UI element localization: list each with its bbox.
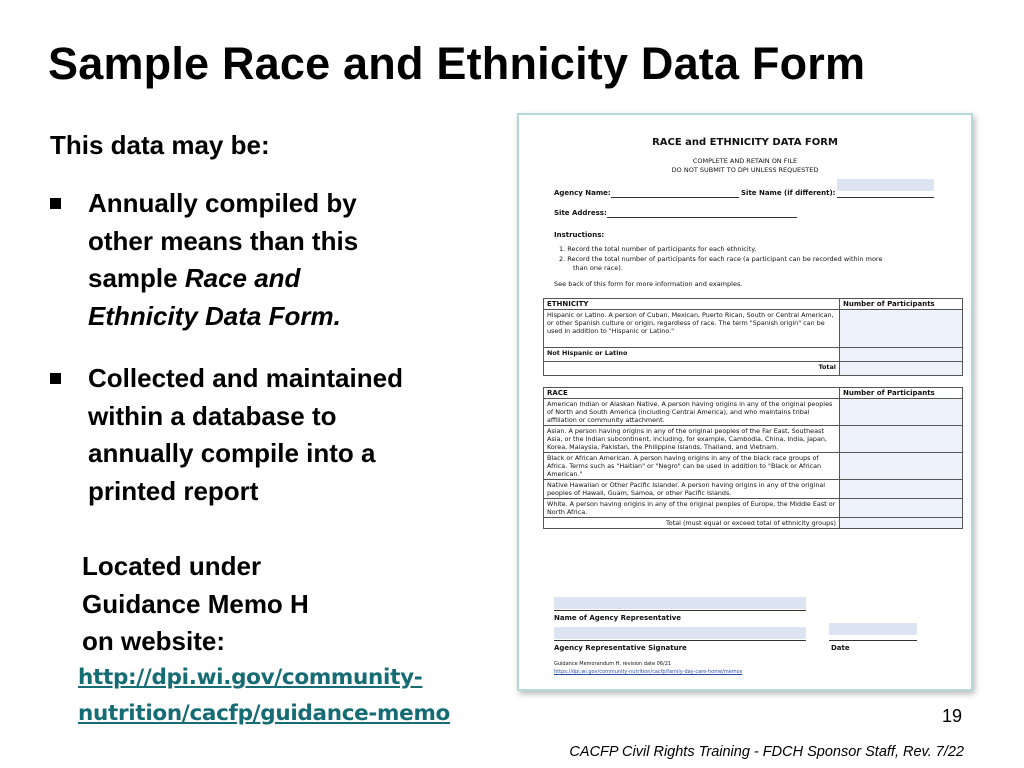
form-instruction-2b: than one race). — [573, 264, 623, 272]
page-title: Sample Race and Ethnicity Data Form — [48, 38, 866, 89]
bullet1-line2: other means than this — [88, 225, 359, 256]
date-label: Date — [831, 644, 850, 652]
form-instructions-label: Instructions: — [554, 231, 605, 239]
race-row-pacific-islander: Native Hawaiian or Other Pacific Islander. A person having origins in any of the original peoples of Hawaii, Guam, Samoa, or other Pacific Islands. — [544, 480, 840, 499]
link-line1[interactable]: http://dpi.wi.gov/community- — [78, 665, 423, 690]
located-note — [82, 548, 309, 661]
rep-signature-label: Agency Representative Signature — [554, 644, 687, 652]
form-agency-name-label: Agency Name: — [554, 189, 611, 197]
ethnicity-total-count — [840, 362, 963, 376]
num-participants-header: Number of Participants — [840, 299, 963, 310]
date-line — [829, 640, 917, 641]
form-see-back: See back of this form for more information and examples. — [554, 280, 743, 288]
form-agency-name-line — [611, 188, 739, 198]
bullet-annually-compiled — [50, 185, 490, 335]
form-sub2: DO NOT SUBMIT TO DPI UNLESS REQUESTED — [671, 166, 819, 174]
bullet1-line1: Annually compiled by — [88, 188, 357, 218]
rep-signature-shade — [554, 627, 806, 639]
bullet1-line3-prefix: sample — [88, 263, 185, 293]
rep-signature-line — [554, 640, 806, 641]
race-count — [840, 499, 963, 518]
page-number: 19 — [942, 706, 963, 726]
form-site-address-label: Site Address: — [554, 209, 607, 217]
race-count — [840, 399, 963, 426]
not-hispanic-row: Not Hispanic or Latino — [544, 348, 840, 362]
date-shade — [829, 623, 917, 635]
form-instruction-2a: 2. Record the total number of participants for each race (a participant can be recorded within more — [559, 255, 883, 263]
race-header: RACE — [544, 388, 840, 399]
subheading: This data may be: — [50, 130, 270, 160]
memo-url: https://dpi.wi.gov/community-nutrition/cacfp/family-day-care-home/memos — [554, 669, 743, 675]
form-sub1: COMPLETE AND RETAIN ON FILE — [692, 157, 798, 165]
race-count — [840, 453, 963, 480]
bullet2-line2: within a database to — [88, 400, 337, 431]
form-title: RACE and ETHNICITY DATA FORM — [652, 137, 838, 148]
race-ethnicity-form-image — [517, 113, 973, 691]
form-site-name-line — [837, 188, 934, 198]
located-line1: Located under — [82, 551, 262, 581]
race-count — [840, 480, 963, 499]
rep-name-label: Name of Agency Representative — [554, 614, 682, 622]
race-table — [543, 387, 963, 529]
race-row-american-indian: American Indian or Alaskan Native. A person having origins in any of the original peoples of North and South America (including Central America), and who maintains tribal affiliation or community attachment. — [544, 399, 840, 426]
square-bullet-icon — [50, 373, 61, 384]
bullet1-line3-italic: Race and — [184, 263, 301, 293]
bullet2-line3: annually compile into a — [88, 438, 376, 468]
located-line2: Guidance Memo H — [82, 588, 309, 619]
bullet2-line4: printed report — [88, 475, 259, 506]
square-bullet-icon — [50, 198, 61, 209]
bullet2-line1: Collected and maintained — [88, 363, 403, 393]
located-line3: on website: — [82, 626, 226, 656]
link-line2[interactable]: nutrition/cacfp/guidance-memo — [78, 701, 451, 726]
not-hispanic-count — [840, 348, 963, 362]
bullet-collected-maintained — [50, 360, 490, 510]
memo-note: Guidance Memorandum H, revision date 06/21 — [554, 661, 672, 667]
ethnicity-header: ETHNICITY — [544, 299, 840, 310]
rep-name-shade — [554, 597, 806, 609]
ethnicity-total-label: Total — [544, 362, 840, 376]
hispanic-count — [840, 310, 963, 348]
guidance-memo-link[interactable] — [78, 660, 450, 732]
bullet1-line4-italic: Ethnicity Data Form. — [88, 300, 341, 331]
race-count — [840, 426, 963, 453]
form-site-address-line — [607, 208, 797, 218]
form-instruction-1: 1. Record the total number of participants for each ethnicity. — [559, 245, 757, 253]
rep-name-line — [554, 610, 806, 611]
race-num-participants-header: Number of Participants — [840, 388, 963, 399]
ethnicity-table — [543, 298, 963, 376]
race-row-white: White. A person having origins in any of the original peoples of Europe, the Middle East or North Africa. — [544, 499, 840, 518]
hispanic-row: Hispanic or Latino. A person of Cuban, Mexican, Puerto Rican, South or Central American, or other Spanish culture or origin, regardless of race. The term "Spanish origin" can be used in addition to "Hispanic or Latino." — [544, 310, 840, 348]
footer-text: CACFP Civil Rights Training - FDCH Sponsor Staff, Rev. 7/22 — [569, 744, 964, 760]
race-total-count — [840, 518, 963, 529]
race-total-label: Total (must equal or exceed total of ethnicity groups) — [544, 518, 840, 529]
race-row-black: Black or African American. A person having origins in any of the black race groups of Africa. Terms such as "Haitian" or "Negro" can be used in addition to "Black or African American." — [544, 453, 840, 480]
form-site-name-label: Site Name (if different): — [741, 189, 836, 197]
race-row-asian: Asian. A person having origins in any of the original peoples of the Far East, Southeast Asia, or the Indian subcontinent, including, for example, Cambodia, China, India, Japan, Korea, Malaysia, Pakistan, the Philippine Islands, Thailand, and Vietnam. — [544, 426, 840, 453]
